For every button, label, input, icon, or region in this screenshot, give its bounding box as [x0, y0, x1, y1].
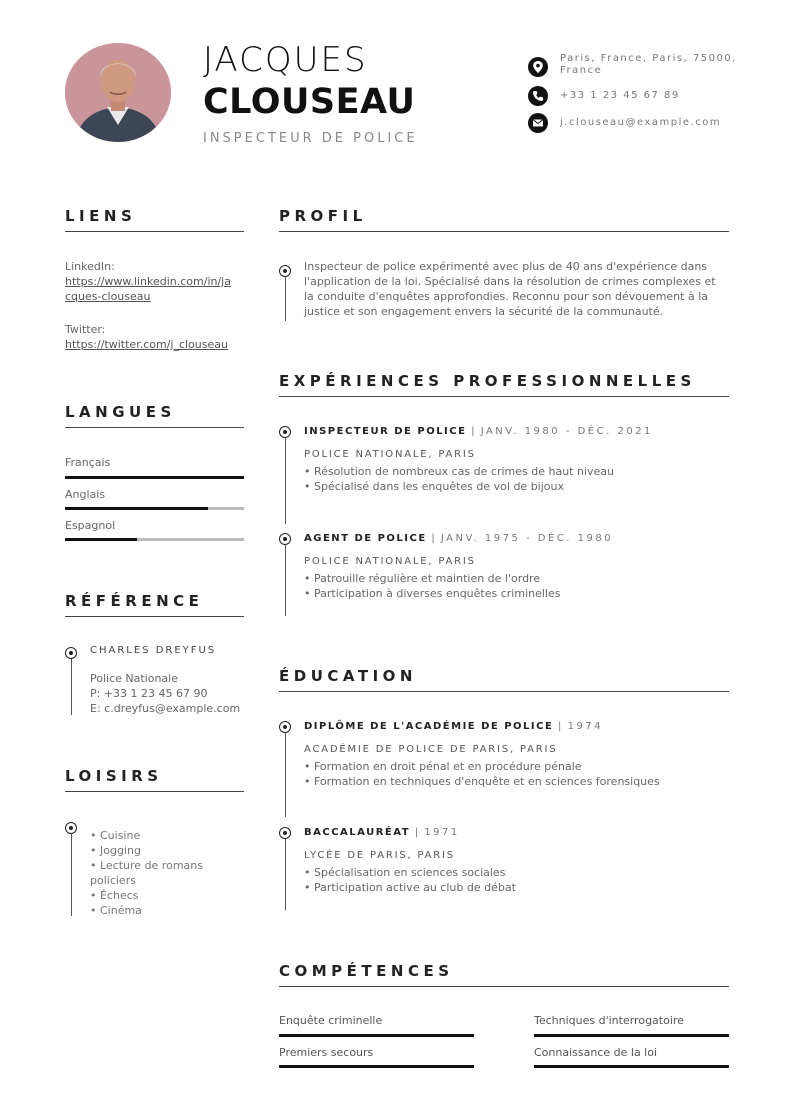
linkedin-link[interactable]: https://www.linkedin.com/in/ja	[65, 275, 231, 288]
language-level-fill	[65, 538, 137, 541]
education-bullets	[304, 759, 660, 789]
section-divider	[65, 427, 244, 428]
skill-bar	[279, 1065, 474, 1068]
timeline-line	[71, 659, 72, 715]
job-title: INSPECTEUR DE POLICE	[203, 131, 418, 146]
hobby-item: • Échecs	[90, 889, 139, 902]
language-level-track	[65, 476, 244, 479]
job-dates: JANV. 1980 - DÉC. 2021	[480, 426, 653, 437]
twitter-block	[65, 322, 244, 352]
language-level-fill	[65, 476, 244, 479]
section-divider	[65, 616, 244, 617]
profile-line: justice et son engagement envers la sécurité de la communauté.	[304, 305, 664, 318]
timeline-dot-icon	[65, 647, 77, 659]
separator: |	[426, 533, 441, 544]
job-entry-title	[304, 533, 613, 544]
bullet-item: • Résolution de nombreux cas de crimes de haut niveau	[304, 465, 614, 478]
hobby-item: • Lecture de romans	[90, 859, 203, 872]
section-heading-liens: LIENS	[65, 207, 137, 225]
profile-line: Inspecteur de police expérimenté avec plus de 40 ans d'expérience dans	[304, 260, 708, 273]
skill-label: Premiers secours	[279, 1046, 374, 1059]
job-bullets	[304, 464, 614, 494]
hobby-item: • Jogging	[90, 844, 141, 857]
language-level-fill	[65, 507, 208, 510]
section-heading-reference: RÉFÉRENCE	[65, 592, 204, 610]
section-heading-education: ÉDUCATION	[279, 667, 417, 685]
hobby-item: • Cuisine	[90, 829, 141, 842]
language-name: Espagnol	[65, 519, 116, 532]
hobbies-list	[90, 828, 203, 918]
location-pin-icon	[528, 57, 548, 77]
job-dates: JANV. 1975 - DÉC. 1980	[440, 533, 614, 544]
timeline-dot-icon	[279, 533, 291, 545]
separator: |	[553, 721, 568, 732]
bullet-item: • Formation en droit pénal et en procédure pénale	[304, 760, 582, 773]
hobby-item: policiers	[90, 874, 136, 887]
linkedin-label: LinkedIn:	[65, 260, 115, 273]
hobby-item: • Cinéma	[90, 904, 142, 917]
timeline-dot-icon	[279, 827, 291, 839]
skill-bar	[279, 1034, 474, 1037]
contact-email: j.clouseau@example.com	[560, 117, 722, 128]
twitter-label: Twitter:	[65, 323, 106, 336]
reference-details	[90, 671, 240, 716]
timeline-dot-icon	[279, 426, 291, 438]
timeline-line	[285, 545, 286, 616]
timeline-line	[285, 839, 286, 910]
section-heading-langues: LANGUES	[65, 403, 176, 421]
bullet-item: • Spécialisation en sciences sociales	[304, 866, 506, 879]
profile-summary	[304, 259, 729, 319]
job-title-text: AGENT DE POLICE	[304, 533, 427, 544]
language-level-track	[65, 507, 244, 510]
bullet-item: • Participation à diverses enquêtes criminelles	[304, 587, 561, 600]
degree-title: DIPLÔME DE L'ACADÉMIE DE POLICE	[304, 721, 554, 732]
section-divider	[279, 691, 729, 692]
section-divider	[279, 396, 729, 397]
timeline-dot-icon	[279, 721, 291, 733]
education-institution: ACADÉMIE DE POLICE DE PARIS, PARIS	[304, 744, 558, 755]
skill-label: Connaissance de la loi	[534, 1046, 658, 1059]
twitter-link[interactable]: https://twitter.com/j_clouseau	[65, 338, 228, 351]
section-divider	[65, 231, 244, 232]
job-organization: POLICE NATIONALE, PARIS	[304, 556, 476, 567]
separator: |	[410, 827, 425, 838]
section-divider	[279, 231, 729, 232]
timeline-line	[285, 277, 286, 321]
language-name: Anglais	[65, 488, 106, 501]
email-icon	[528, 113, 548, 133]
section-heading-profil: PROFIL	[279, 207, 367, 225]
bullet-item: • Spécialisé dans les enquêtes de vol de bijoux	[304, 480, 565, 493]
separator: |	[466, 426, 481, 437]
section-divider	[279, 986, 729, 987]
reference-name: CHARLES DREYFUS	[90, 645, 217, 656]
reference-phone: P: +33 1 23 45 67 90	[90, 687, 208, 700]
address-line: Paris, France, Paris, 75000,	[560, 53, 737, 64]
skill-label: Enquête criminelle	[279, 1014, 383, 1027]
first-name: JACQUES	[203, 40, 368, 80]
language-name: Français	[65, 456, 111, 469]
section-heading-loisirs: LOISIRS	[65, 767, 163, 785]
profile-line: la conduite d'enquêtes approfondies. Reconnu pour son dévouement à la	[304, 290, 708, 303]
bullet-item: • Patrouille régulière et maintien de l'ordre	[304, 572, 541, 585]
timeline-dot-icon	[65, 822, 77, 834]
education-year: 1974	[567, 721, 604, 732]
job-bullets	[304, 571, 560, 601]
section-heading-experiences: EXPÉRIENCES PROFESSIONNELLES	[279, 372, 696, 390]
phone-icon	[528, 86, 548, 106]
profile-photo	[65, 43, 171, 142]
contact-phone: +33 1 23 45 67 89	[560, 90, 680, 101]
job-organization: POLICE NATIONALE, PARIS	[304, 449, 476, 460]
education-entry-title	[304, 827, 460, 838]
timeline-line	[71, 834, 72, 916]
address-line: France	[560, 65, 603, 76]
skill-bar	[534, 1034, 729, 1037]
last-name: CLOUSEAU	[203, 82, 416, 122]
bullet-item: • Formation en techniques d'enquête et en sciences forensiques	[304, 775, 660, 788]
bullet-item: • Participation active au club de débat	[304, 881, 516, 894]
timeline-line	[285, 733, 286, 817]
links-block	[65, 259, 244, 304]
reference-org: Police Nationale	[90, 672, 178, 685]
education-entry-title	[304, 721, 603, 732]
linkedin-link-continued[interactable]: cques-clouseau	[65, 290, 151, 303]
job-title-text: INSPECTEUR DE POLICE	[304, 426, 467, 437]
avatar-illustration	[65, 43, 171, 142]
section-heading-competences: COMPÉTENCES	[279, 962, 454, 980]
contact-address	[560, 53, 737, 77]
education-institution: LYCÉE DE PARIS, PARIS	[304, 850, 455, 861]
reference-email: E: c.dreyfus@example.com	[90, 702, 241, 715]
timeline-dot-icon	[279, 265, 291, 277]
profile-line: l'application de la loi. Spécialisé dans la résolution de crimes complexes et	[304, 275, 716, 288]
section-divider	[65, 791, 244, 792]
education-year: 1971	[424, 827, 460, 838]
timeline-line	[285, 438, 286, 524]
degree-title: BACCALAURÉAT	[304, 827, 411, 838]
skill-label: Techniques d'interrogatoire	[534, 1014, 684, 1027]
job-entry-title	[304, 426, 653, 437]
language-level-track	[65, 538, 244, 541]
education-bullets	[304, 865, 516, 895]
skill-bar	[534, 1065, 729, 1068]
